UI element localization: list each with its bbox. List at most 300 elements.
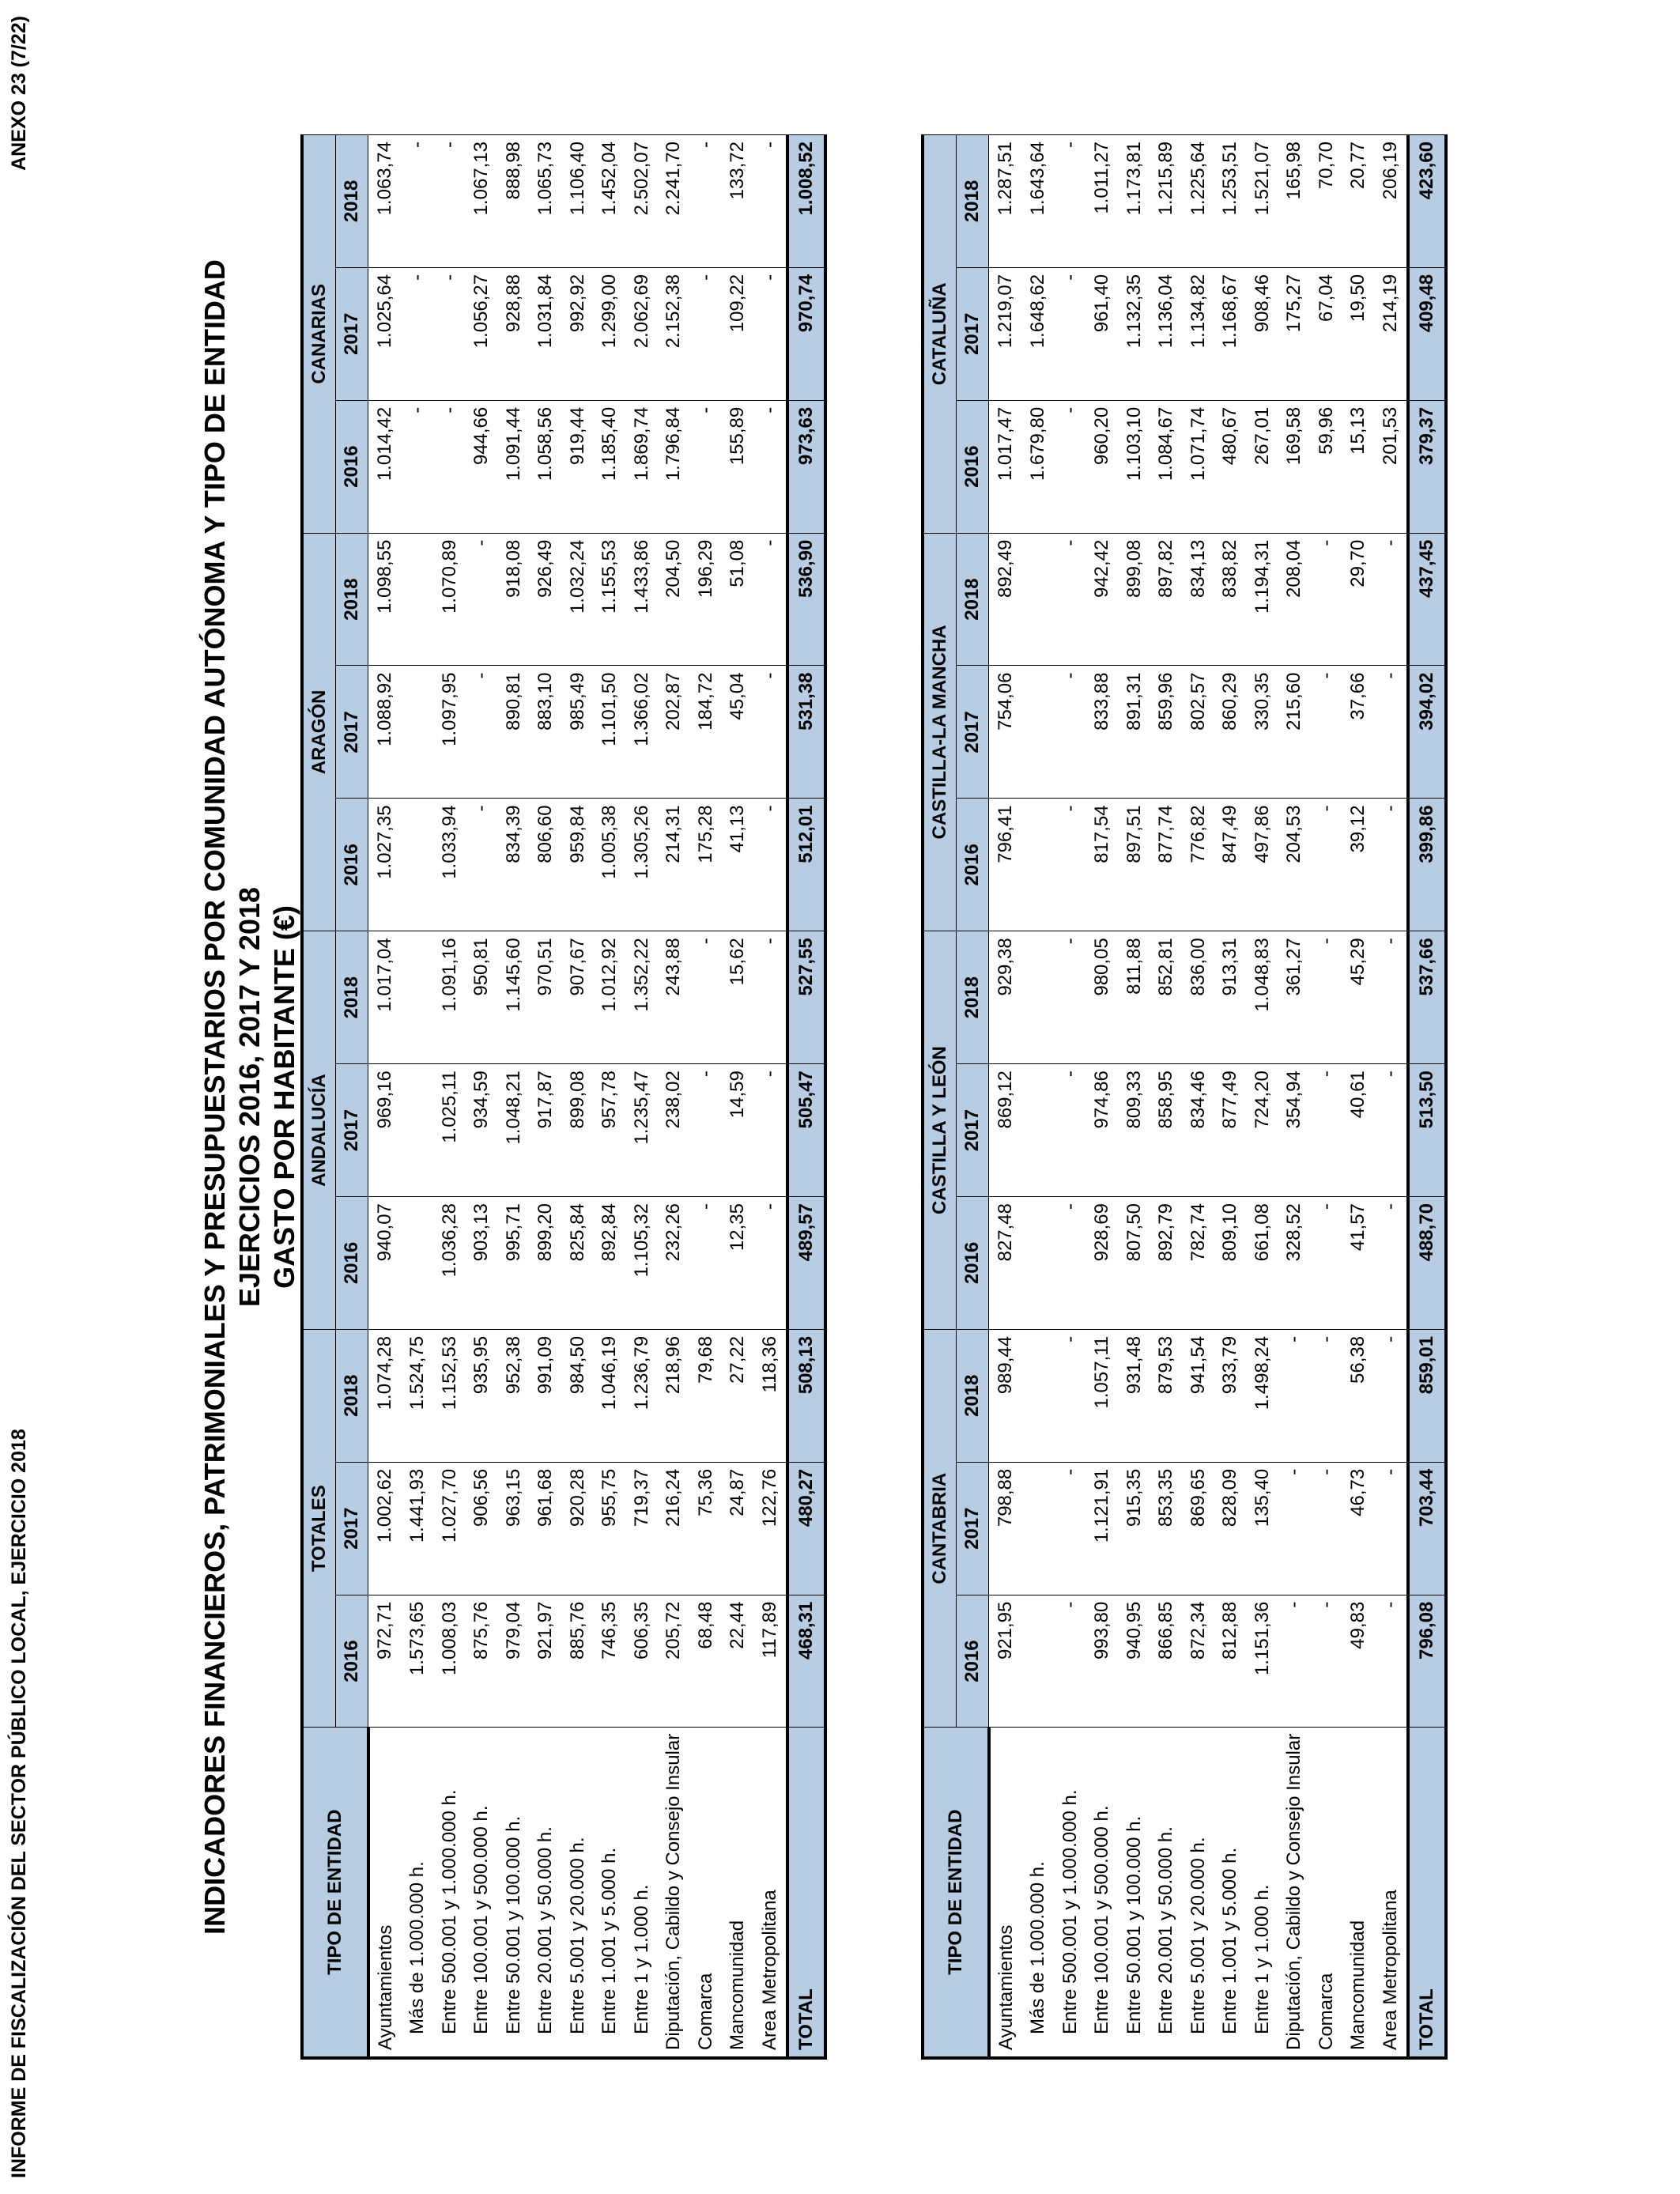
row-label: Entre 5.001 y 20.000 h. — [562, 1728, 595, 2058]
value-cell: 1.025,64 — [368, 267, 402, 400]
value-cell: 957,78 — [594, 1064, 626, 1197]
value-cell: 860,29 — [1214, 666, 1247, 799]
value-cell: 204,53 — [1278, 799, 1311, 931]
table-row — [466, 135, 498, 2059]
row-label: Comarca — [690, 1728, 723, 2058]
year-header: 2017 — [336, 1462, 368, 1595]
row-label: Entre 1.001 y 5.000 h. — [1214, 1728, 1247, 2058]
value-cell: 782,74 — [1183, 1197, 1215, 1330]
table-row — [1119, 135, 1151, 2059]
value-cell — [1022, 1329, 1055, 1462]
value-cell: 1.521,07 — [1247, 135, 1279, 268]
year-header: 2018 — [336, 135, 368, 268]
value-cell: 202,87 — [658, 666, 690, 799]
row-label: Entre 100.001 y 500.000 h. — [466, 1728, 498, 2058]
value-cell: 1.025,11 — [434, 1064, 466, 1197]
year-header: 2018 — [957, 931, 989, 1064]
value-cell: 940,95 — [1119, 1595, 1151, 1728]
value-cell: 1.134,82 — [1183, 267, 1215, 400]
value-cell: 208,04 — [1278, 533, 1311, 666]
value-cell: 931,48 — [1119, 1329, 1151, 1462]
value-cell: 806,60 — [530, 799, 562, 931]
value-cell: 858,95 — [1150, 1064, 1183, 1197]
value-cell: 1.145,60 — [498, 931, 530, 1064]
value-cell: 892,79 — [1150, 1197, 1183, 1330]
value-cell: 214,31 — [658, 799, 690, 931]
value-cell: 1.005,38 — [594, 799, 626, 931]
value-cell: 885,76 — [562, 1595, 595, 1728]
table-row — [402, 135, 434, 2059]
value-cell: 1.524,75 — [402, 1329, 434, 1462]
value-cell: 399,86 — [1408, 799, 1446, 931]
title-line-1: INDICADORES FINANCIEROS, PATRIMONIALES Y PRESUPUESTARIOS POR COMUNIDAD AUTÓNOMA Y TIPO DE ENTIDAD — [198, 259, 231, 1935]
value-cell: - — [402, 267, 434, 400]
region-header: TOTALES — [302, 1329, 336, 1728]
value-cell: 1.071,74 — [1183, 400, 1215, 533]
value-cell: - — [402, 400, 434, 533]
value-cell: 798,88 — [989, 1462, 1023, 1595]
value-cell: - — [1311, 1197, 1343, 1330]
value-cell: 811,88 — [1119, 931, 1151, 1064]
year-header: 2017 — [957, 1064, 989, 1197]
value-cell: 56,38 — [1342, 1329, 1375, 1462]
value-cell: - — [754, 267, 788, 400]
value-cell: 118,36 — [754, 1329, 788, 1462]
value-cell: 1.036,28 — [434, 1197, 466, 1330]
table-row — [1214, 135, 1247, 2059]
value-cell: 1.648,62 — [1022, 267, 1055, 400]
value-cell: 869,65 — [1183, 1462, 1215, 1595]
year-header: 2018 — [957, 533, 989, 666]
value-cell: 915,35 — [1119, 1462, 1151, 1595]
value-cell: 24,87 — [722, 1462, 754, 1595]
value-cell: 703,44 — [1408, 1462, 1446, 1595]
value-cell: 796,41 — [989, 799, 1023, 931]
value-cell: - — [1311, 1064, 1343, 1197]
value-cell: 1.097,95 — [434, 666, 466, 799]
table-row — [434, 135, 466, 2059]
year-header: 2016 — [336, 400, 368, 533]
value-cell: 1.132,35 — [1119, 267, 1151, 400]
value-cell: - — [1278, 1595, 1311, 1728]
value-cell: 1.433,86 — [626, 533, 659, 666]
table-row — [368, 135, 402, 2059]
value-cell: - — [1055, 267, 1087, 400]
value-cell — [1022, 1064, 1055, 1197]
value-cell: 802,57 — [1183, 666, 1215, 799]
table-row — [754, 135, 788, 2059]
year-header: 2016 — [957, 799, 989, 931]
value-cell: 1.012,92 — [594, 931, 626, 1064]
value-cell: 955,75 — [594, 1462, 626, 1595]
value-cell: 1.056,27 — [466, 267, 498, 400]
value-cell: 513,50 — [1408, 1064, 1446, 1197]
value-cell: 155,89 — [722, 400, 754, 533]
value-cell: 1.366,02 — [626, 666, 659, 799]
table-row — [562, 135, 595, 2059]
value-cell: - — [690, 267, 723, 400]
table-row — [1022, 135, 1055, 2059]
value-cell — [1022, 1462, 1055, 1595]
table-row — [722, 135, 754, 2059]
value-cell: 512,01 — [787, 799, 825, 931]
table-row — [1150, 135, 1183, 2059]
value-cell: 2.152,38 — [658, 267, 690, 400]
value-cell: 508,13 — [787, 1329, 825, 1462]
value-cell: 1.299,00 — [594, 267, 626, 400]
value-cell: 961,68 — [530, 1462, 562, 1595]
value-cell: 169,58 — [1278, 400, 1311, 533]
value-cell: 944,66 — [466, 400, 498, 533]
value-cell: 22,44 — [722, 1595, 754, 1728]
value-cell: 1.032,24 — [562, 533, 595, 666]
region-header: CANTABRIA — [923, 1329, 957, 1728]
row-label: Ayuntamientos — [368, 1728, 402, 2058]
value-cell: 437,45 — [1408, 533, 1446, 666]
table-row — [530, 135, 562, 2059]
year-header: 2017 — [957, 666, 989, 799]
value-cell: 1.105,32 — [626, 1197, 659, 1330]
value-cell: 1.098,55 — [368, 533, 402, 666]
row-label: Entre 500.001 y 1.000.000 h. — [434, 1728, 466, 2058]
value-cell: 853,35 — [1150, 1462, 1183, 1595]
table-row — [989, 135, 1023, 2059]
value-cell: 1.236,79 — [626, 1329, 659, 1462]
value-cell: 1.091,44 — [498, 400, 530, 533]
value-cell: 847,49 — [1214, 799, 1247, 931]
year-header: 2016 — [336, 799, 368, 931]
value-cell — [402, 1197, 434, 1330]
value-cell: - — [1375, 931, 1409, 1064]
value-cell: - — [1375, 1329, 1409, 1462]
value-cell: 899,08 — [562, 1064, 595, 1197]
value-cell: 928,69 — [1086, 1197, 1119, 1330]
value-cell: 1.101,50 — [594, 666, 626, 799]
value-cell: - — [1311, 799, 1343, 931]
indicator-table-2 — [921, 134, 1448, 2060]
value-cell: 661,08 — [1247, 1197, 1279, 1330]
value-cell: 1.305,26 — [626, 799, 659, 931]
value-cell: - — [434, 267, 466, 400]
value-cell: 776,82 — [1183, 799, 1215, 931]
value-cell: 328,52 — [1278, 1197, 1311, 1330]
value-cell: 68,48 — [690, 1595, 723, 1728]
value-cell: 959,84 — [562, 799, 595, 931]
value-cell: - — [466, 533, 498, 666]
value-cell: - — [754, 666, 788, 799]
value-cell: 1.441,93 — [402, 1462, 434, 1595]
value-cell: 921,95 — [989, 1595, 1023, 1728]
value-cell: 361,27 — [1278, 931, 1311, 1064]
value-cell: 838,82 — [1214, 533, 1247, 666]
value-cell: 59,96 — [1311, 400, 1343, 533]
value-cell: 1.219,07 — [989, 267, 1023, 400]
value-cell: 135,40 — [1247, 1462, 1279, 1595]
value-cell: 489,57 — [787, 1197, 825, 1330]
value-cell: - — [690, 1064, 723, 1197]
value-cell: 70,70 — [1311, 135, 1343, 268]
value-cell: 19,50 — [1342, 267, 1375, 400]
value-cell: 807,50 — [1119, 1197, 1151, 1330]
value-cell: 536,90 — [787, 533, 825, 666]
value-cell: 1.084,67 — [1150, 400, 1183, 533]
year-header: 2017 — [957, 1462, 989, 1595]
value-cell: 1.014,42 — [368, 400, 402, 533]
tipo-entidad-header: TIPO DE ENTIDAD — [923, 1728, 989, 2058]
value-cell: 1.136,04 — [1150, 267, 1183, 400]
annex-label: ANEXO 23 (7/22) — [8, 16, 30, 171]
value-cell: 1.168,67 — [1214, 267, 1247, 400]
value-cell: 79,68 — [690, 1329, 723, 1462]
table-row — [626, 135, 659, 2059]
value-cell: 1.235,47 — [626, 1064, 659, 1197]
value-cell — [1022, 1197, 1055, 1330]
value-cell: 1.287,51 — [989, 135, 1023, 268]
value-cell: 354,94 — [1278, 1064, 1311, 1197]
value-cell: 1.017,04 — [368, 931, 402, 1064]
value-cell: 215,60 — [1278, 666, 1311, 799]
value-cell: - — [1375, 799, 1409, 931]
value-cell: 1.027,35 — [368, 799, 402, 931]
value-cell: 883,10 — [530, 666, 562, 799]
value-cell: 117,89 — [754, 1595, 788, 1728]
value-cell: 920,28 — [562, 1462, 595, 1595]
row-label: Area Metropolitana — [1375, 1728, 1409, 2058]
value-cell: 877,49 — [1214, 1064, 1247, 1197]
value-cell: - — [1055, 400, 1087, 533]
value-cell: 184,72 — [690, 666, 723, 799]
value-cell: 866,85 — [1150, 1595, 1183, 1728]
row-label: Comarca — [1311, 1728, 1343, 2058]
value-cell: 75,36 — [690, 1462, 723, 1595]
value-cell: - — [1055, 799, 1087, 931]
value-cell: 201,53 — [1375, 400, 1409, 533]
row-label: Entre 500.001 y 1.000.000 h. — [1055, 1728, 1087, 2058]
value-cell: - — [402, 135, 434, 268]
table-row — [1311, 135, 1343, 2059]
value-cell: 746,35 — [594, 1595, 626, 1728]
value-cell: - — [1311, 1595, 1343, 1728]
value-cell: 1.058,56 — [530, 400, 562, 533]
value-cell: 950,81 — [466, 931, 498, 1064]
year-header: 2016 — [957, 1595, 989, 1728]
value-cell: 1.796,84 — [658, 400, 690, 533]
value-cell: - — [754, 135, 788, 268]
value-cell: 29,70 — [1342, 533, 1375, 666]
value-cell: 1.031,84 — [530, 267, 562, 400]
value-cell: 918,08 — [498, 533, 530, 666]
year-header: 2018 — [336, 931, 368, 1064]
value-cell: 892,84 — [594, 1197, 626, 1330]
value-cell: 1.106,40 — [562, 135, 595, 268]
value-cell: - — [1311, 533, 1343, 666]
value-cell: 133,72 — [722, 135, 754, 268]
year-header: 2017 — [336, 267, 368, 400]
value-cell: 2.502,07 — [626, 135, 659, 268]
value-cell: 1.151,36 — [1247, 1595, 1279, 1728]
report-header: INFORME DE FISCALIZACIÓN DEL SECTOR PÚBLICO LOCAL, EJERCICIO 2018 — [8, 1429, 30, 2178]
value-cell: 527,55 — [787, 931, 825, 1064]
value-cell — [1022, 666, 1055, 799]
value-cell: 205,72 — [658, 1595, 690, 1728]
value-cell: 903,13 — [466, 1197, 498, 1330]
value-cell: 934,59 — [466, 1064, 498, 1197]
title-line-2: EJERCICIOS 2016, 2017 Y 2018 — [233, 886, 266, 1308]
value-cell: 232,26 — [658, 1197, 690, 1330]
value-cell: - — [1055, 1595, 1087, 1728]
row-label: Diputación, Cabildo y Consejo Insular — [658, 1728, 690, 2058]
value-cell: 1.008,52 — [787, 135, 825, 268]
value-cell: 906,56 — [466, 1462, 498, 1595]
value-cell: 941,54 — [1183, 1329, 1215, 1462]
value-cell: 12,35 — [722, 1197, 754, 1330]
table-row — [1183, 135, 1215, 2059]
value-cell: 970,74 — [787, 267, 825, 400]
value-cell: - — [690, 135, 723, 268]
value-cell: - — [754, 931, 788, 1064]
table-row — [1408, 135, 1446, 2059]
value-cell: 913,31 — [1214, 931, 1247, 1064]
value-cell: - — [1055, 931, 1087, 1064]
value-cell: 859,01 — [1408, 1329, 1446, 1462]
value-cell: 218,96 — [658, 1329, 690, 1462]
page-title — [198, 0, 302, 2194]
value-cell: - — [754, 1064, 788, 1197]
value-cell: - — [1311, 1462, 1343, 1595]
value-cell: 214,19 — [1375, 267, 1409, 400]
value-cell: 834,13 — [1183, 533, 1215, 666]
value-cell: 1.048,83 — [1247, 931, 1279, 1064]
value-cell: 45,29 — [1342, 931, 1375, 1064]
row-label: Más de 1.000.000 h. — [402, 1728, 434, 2058]
table-row — [1055, 135, 1087, 2059]
value-cell: 1.074,28 — [368, 1329, 402, 1462]
value-cell: 921,97 — [530, 1595, 562, 1728]
row-label: TOTAL — [1408, 1728, 1446, 2058]
value-cell: - — [434, 135, 466, 268]
value-cell: 929,38 — [989, 931, 1023, 1064]
value-cell: 1.573,65 — [402, 1595, 434, 1728]
value-cell: 897,51 — [1119, 799, 1151, 931]
region-header: CANARIAS — [302, 135, 336, 534]
year-header: 2018 — [957, 135, 989, 268]
year-header: 2016 — [957, 400, 989, 533]
year-header: 2018 — [957, 1329, 989, 1462]
row-label: Mancomunidad — [722, 1728, 754, 2058]
region-header: CATALUÑA — [923, 135, 957, 534]
row-label: Diputación, Cabildo y Consejo Insular — [1278, 1728, 1311, 2058]
value-cell: 480,27 — [787, 1462, 825, 1595]
value-cell: 877,74 — [1150, 799, 1183, 931]
value-cell: 869,12 — [989, 1064, 1023, 1197]
value-cell: 497,86 — [1247, 799, 1279, 931]
row-label: Entre 50.001 y 100.000 h. — [498, 1728, 530, 2058]
value-cell: - — [1055, 666, 1087, 799]
value-cell: 879,53 — [1150, 1329, 1183, 1462]
value-cell: 1.253,51 — [1214, 135, 1247, 268]
value-cell: 940,07 — [368, 1197, 402, 1330]
value-cell: 872,34 — [1183, 1595, 1215, 1728]
value-cell: 1.011,27 — [1086, 135, 1119, 268]
value-cell: 899,08 — [1119, 533, 1151, 666]
value-cell: 1.008,03 — [434, 1595, 466, 1728]
value-cell: 1.057,11 — [1086, 1329, 1119, 1462]
region-header: CASTILLA Y LEÓN — [923, 931, 957, 1330]
value-cell: 206,19 — [1375, 135, 1409, 268]
value-cell: - — [434, 400, 466, 533]
value-cell: - — [1375, 1197, 1409, 1330]
value-cell: 859,96 — [1150, 666, 1183, 799]
value-cell: - — [1375, 533, 1409, 666]
row-label: Ayuntamientos — [989, 1728, 1023, 2058]
row-label: Entre 1 y 1.000 h. — [1247, 1728, 1279, 2058]
value-cell: 1.067,13 — [466, 135, 498, 268]
value-cell: 933,79 — [1214, 1329, 1247, 1462]
value-cell: 204,50 — [658, 533, 690, 666]
value-cell: 1.063,74 — [368, 135, 402, 268]
value-cell: 1.194,31 — [1247, 533, 1279, 666]
value-cell: - — [1055, 1462, 1087, 1595]
value-cell: 989,44 — [989, 1329, 1023, 1462]
value-cell: 985,49 — [562, 666, 595, 799]
row-label: Entre 5.001 y 20.000 h. — [1183, 1728, 1215, 2058]
value-cell: 809,33 — [1119, 1064, 1151, 1197]
value-cell: 505,47 — [787, 1064, 825, 1197]
value-cell: 1.091,16 — [434, 931, 466, 1064]
value-cell: 928,88 — [498, 267, 530, 400]
table-row — [498, 135, 530, 2059]
value-cell: 888,98 — [498, 135, 530, 268]
value-cell: 817,54 — [1086, 799, 1119, 931]
value-cell: 724,20 — [1247, 1064, 1279, 1197]
value-cell: 1.017,47 — [989, 400, 1023, 533]
value-cell: - — [690, 1197, 723, 1330]
value-cell: 926,49 — [530, 533, 562, 666]
value-cell: 942,42 — [1086, 533, 1119, 666]
table-row — [1086, 135, 1119, 2059]
value-cell: 216,24 — [658, 1462, 690, 1595]
row-label: Más de 1.000.000 h. — [1022, 1728, 1055, 2058]
value-cell: 67,04 — [1311, 267, 1343, 400]
value-cell: - — [1055, 1329, 1087, 1462]
value-cell: 379,37 — [1408, 400, 1446, 533]
value-cell: 897,82 — [1150, 533, 1183, 666]
value-cell: 917,87 — [530, 1064, 562, 1197]
region-header: CASTILLA-LA MANCHA — [923, 533, 957, 931]
indicator-table-1 — [300, 134, 827, 2060]
value-cell: 20,77 — [1342, 135, 1375, 268]
value-cell: - — [1311, 1329, 1343, 1462]
value-cell: 973,63 — [787, 400, 825, 533]
value-cell: 267,01 — [1247, 400, 1279, 533]
value-cell: 1.155,53 — [594, 533, 626, 666]
value-cell: 833,88 — [1086, 666, 1119, 799]
value-cell: 890,81 — [498, 666, 530, 799]
year-header: 2017 — [957, 267, 989, 400]
value-cell — [402, 931, 434, 1064]
tipo-entidad-header: TIPO DE ENTIDAD — [302, 1728, 368, 2058]
value-cell: 175,28 — [690, 799, 723, 931]
value-cell: 993,80 — [1086, 1595, 1119, 1728]
table-row — [1342, 135, 1375, 2059]
value-cell — [1022, 931, 1055, 1064]
value-cell: 907,67 — [562, 931, 595, 1064]
value-cell: - — [1375, 1462, 1409, 1595]
value-cell: 796,08 — [1408, 1595, 1446, 1728]
value-cell: 238,02 — [658, 1064, 690, 1197]
value-cell: 825,84 — [562, 1197, 595, 1330]
value-cell: 14,59 — [722, 1064, 754, 1197]
